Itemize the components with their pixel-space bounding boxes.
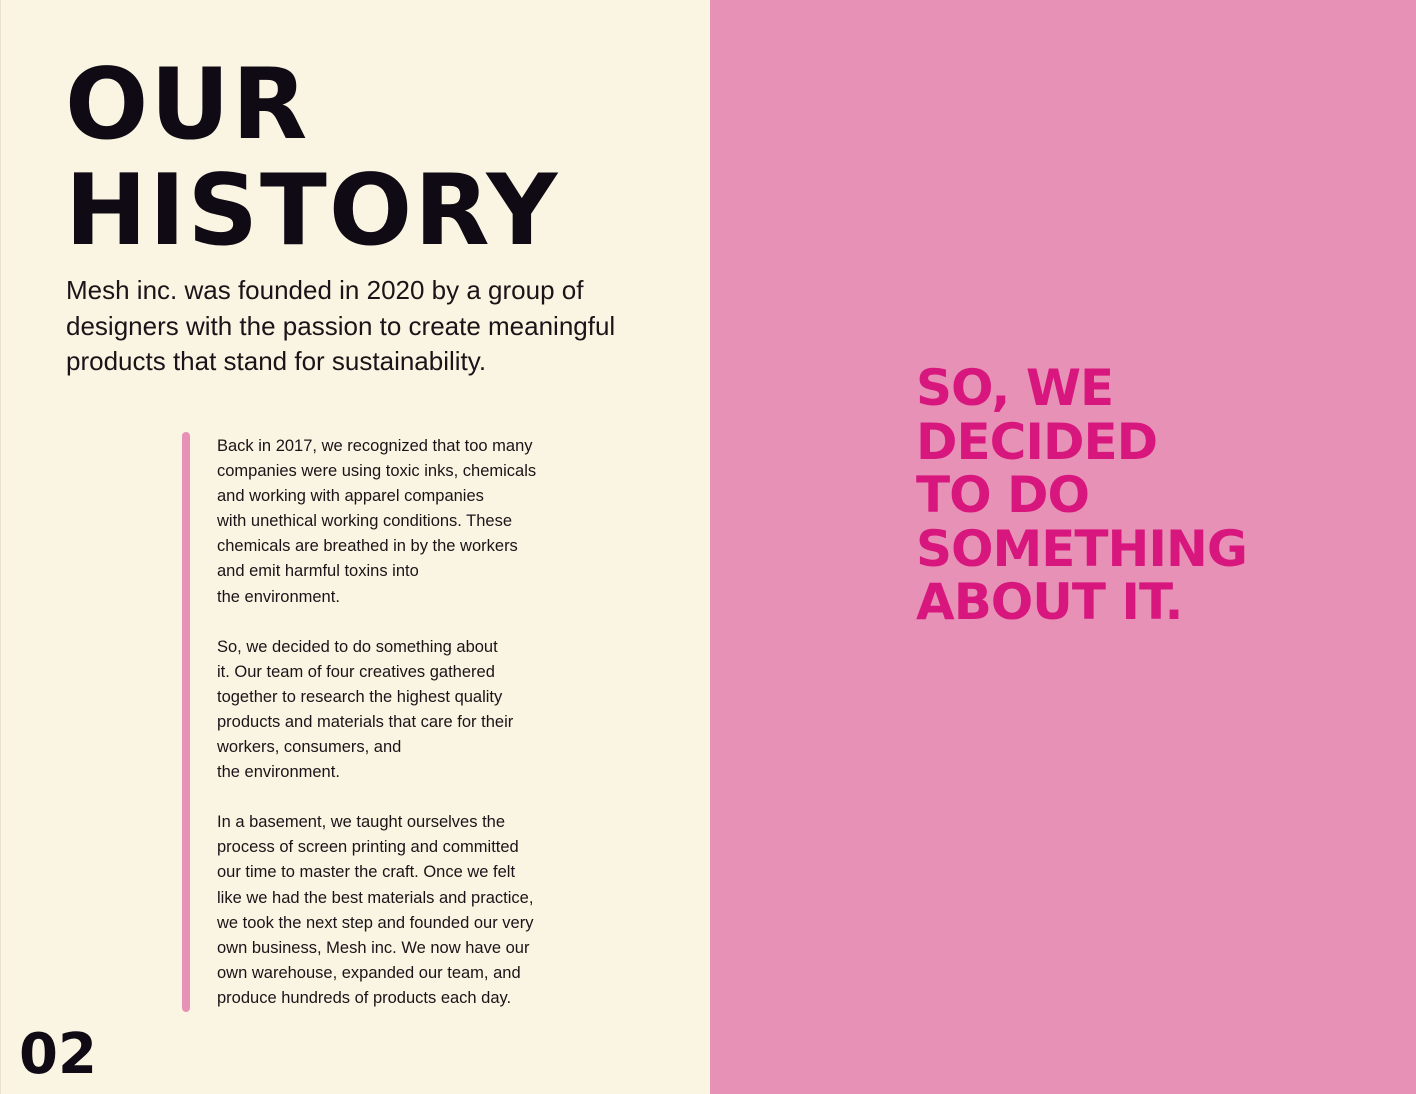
page-title xyxy=(65,48,665,268)
intro-text: Mesh inc. was founded in 2020 by a group of designers with the passion to create meaningful products that stand for sustainability. xyxy=(66,275,616,376)
page-number: 02 xyxy=(19,1022,97,1087)
right-page xyxy=(710,0,1416,1094)
body-paragraph-3: In a basement, we taught ourselves the process of screen printing and committed our time to master the craft. Once we felt like we had the best materials and practice, we took the next step and founded our very own business, Mesh inc. We now have our own warehouse, expanded our team, and produce hundreds of products each day. xyxy=(217,813,534,1007)
body-copy xyxy=(217,434,557,1011)
title-line-1: OUR xyxy=(65,48,310,162)
title-line-2: HISTORY xyxy=(65,154,560,268)
body-paragraph-2: So, we decided to do something about it. Our team of four creatives gathered together to research the highest quality products and materials that care for their workers, consumers, and the environment. xyxy=(217,637,514,782)
body-paragraph-1: Back in 2017, we recognized that too many companies were using toxic inks, chemicals and working with apparel companies with unethical working conditions. These chemicals are breathed in by the workers and emit harmful toxins into the environment. xyxy=(217,437,537,606)
pull-quote: SO, WE DECIDED TO DO SOMETHING ABOUT IT. xyxy=(916,359,1247,631)
pink-accent-bar xyxy=(182,432,190,1012)
